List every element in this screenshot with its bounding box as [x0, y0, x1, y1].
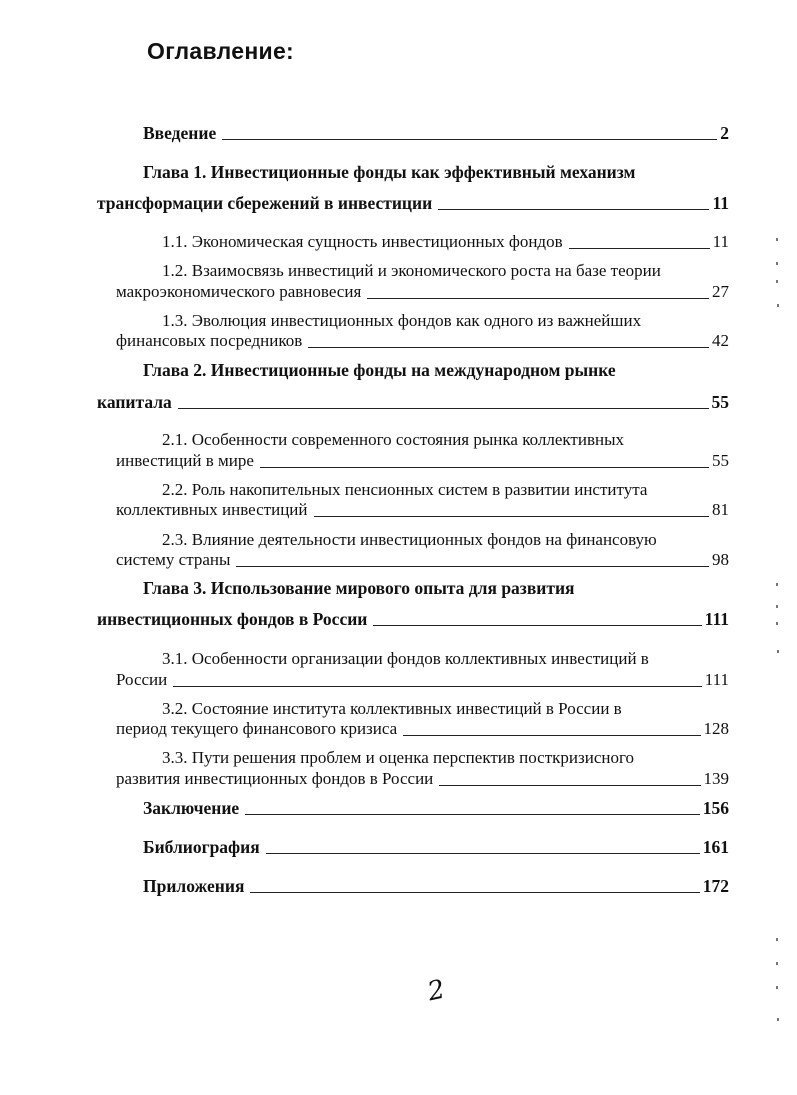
toc-entry-appendix[interactable] [143, 876, 729, 896]
toc-page-number: 2 [720, 123, 729, 143]
scan-speck [776, 583, 778, 586]
toc-section-3-3-line1[interactable]: 3.3. Пути решения проблем и оценка перспектив посткризисного [162, 748, 635, 767]
dot-leader [403, 735, 700, 736]
dot-leader [569, 248, 710, 249]
toc-page-number: 111 [704, 670, 729, 689]
scan-speck [776, 605, 778, 608]
dot-leader [314, 516, 710, 517]
dot-leader [236, 566, 709, 567]
toc-page-number: 11 [712, 193, 729, 213]
toc-entry-label: России [116, 670, 168, 689]
dot-leader [260, 467, 709, 468]
handwritten-page-mark: 2 [425, 974, 448, 1008]
scan-speck [776, 238, 778, 241]
dot-leader [173, 686, 702, 687]
dot-leader [245, 814, 700, 815]
toc-page-number: 172 [702, 876, 729, 896]
toc-section-3-1-line1[interactable]: 3.1. Особенности организации фондов коллективных инвестиций в [162, 649, 649, 668]
toc-entry-label: коллективных инвестиций [116, 500, 308, 519]
toc-entry-label: Приложения [143, 876, 245, 896]
toc-entry-section-1-3[interactable] [116, 331, 729, 351]
dot-leader [222, 139, 717, 140]
toc-entry-section-1-1[interactable] [162, 232, 729, 252]
scan-speck [776, 280, 778, 283]
toc-entry-label: трансформации сбережений в инвестиции [97, 193, 433, 213]
toc-entry-label: Заключение [143, 798, 240, 818]
toc-section-2-3-line1[interactable]: 2.3. Влияние деятельности инвестиционных фондов на финансовую [162, 530, 657, 549]
toc-page-number: 128 [703, 719, 729, 738]
toc-entry-label: Библиография [143, 837, 260, 857]
toc-entry-label: 1.1. Экономическая сущность инвестиционных фондов [162, 232, 563, 251]
toc-page-number: 55 [712, 451, 729, 470]
toc-page-number: 55 [711, 392, 729, 412]
toc-entry-label: систему страны [116, 550, 231, 569]
toc-chapter-2-title-line1[interactable]: Глава 2. Инвестиционные фонды на международном рынке [143, 360, 616, 380]
toc-entry-label: период текущего финансового кризиса [116, 719, 398, 738]
toc-entry-bibliography[interactable] [143, 837, 729, 857]
toc-page-number: 111 [704, 609, 729, 629]
dot-leader [308, 347, 709, 348]
toc-entry-section-3-3[interactable] [116, 769, 729, 789]
toc-entry-conclusion[interactable] [143, 798, 729, 818]
toc-entry-section-1-2[interactable] [116, 282, 729, 302]
toc-entry-introduction[interactable] [143, 123, 729, 143]
toc-page-number: 11 [712, 232, 729, 251]
dot-leader [178, 408, 709, 409]
toc-section-1-3-line1[interactable]: 1.3. Эволюция инвестиционных фондов как одного из важнейших [162, 311, 642, 330]
toc-page-number: 98 [712, 550, 729, 569]
dot-leader [266, 853, 700, 854]
dot-leader [438, 209, 709, 210]
scan-speck [777, 650, 779, 653]
scan-speck [777, 304, 779, 307]
dot-leader [250, 892, 699, 893]
toc-entry-section-2-1[interactable] [116, 451, 729, 471]
toc-chapter-1-title-line1[interactable]: Глава 1. Инвестиционные фонды как эффективный механизм [143, 162, 636, 182]
toc-entry-label: макроэкономического равновесия [116, 282, 362, 301]
dot-leader [373, 625, 701, 626]
scan-speck [776, 262, 778, 265]
dot-leader [367, 298, 709, 299]
toc-page-number: 42 [712, 331, 729, 350]
scan-speck [776, 962, 778, 965]
scan-speck [776, 622, 778, 625]
scan-speck [776, 986, 778, 989]
page-title: Оглавление: [147, 38, 295, 64]
toc-section-2-2-line1[interactable]: 2.2. Роль накопительных пенсионных систем в развитии института [162, 480, 648, 499]
toc-entry-chapter-3[interactable] [97, 609, 729, 629]
toc-entry-chapter-2[interactable] [97, 392, 729, 412]
toc-entry-label: инвестиций в мире [116, 451, 254, 470]
toc-chapter-3-title-line1[interactable]: Глава 3. Использование мирового опыта для развития [143, 578, 575, 598]
toc-entry-chapter-1[interactable] [97, 193, 729, 213]
toc-page-number: 27 [712, 282, 729, 301]
toc-entry-label: Введение [143, 123, 217, 143]
toc-entry-section-2-2[interactable] [116, 500, 729, 520]
toc-section-1-2-line1[interactable]: 1.2. Взаимосвязь инвестиций и экономического роста на базе теории [162, 261, 661, 280]
toc-entry-label: капитала [97, 392, 172, 412]
scan-speck [776, 938, 778, 941]
toc-page-number: 139 [703, 769, 729, 788]
toc-page-number: 161 [702, 837, 729, 857]
toc-entry-label: финансовых посредников [116, 331, 303, 350]
toc-entry-section-3-1[interactable] [116, 670, 729, 690]
dot-leader [439, 785, 700, 786]
scan-speck [777, 1018, 779, 1021]
toc-entry-label: инвестиционных фондов в России [97, 609, 368, 629]
toc-entry-label: развития инвестиционных фондов в России [116, 769, 434, 788]
toc-section-3-2-line1[interactable]: 3.2. Состояние института коллективных инвестиций в России в [162, 699, 622, 718]
toc-page-number: 156 [702, 798, 729, 818]
toc-entry-section-3-2[interactable] [116, 719, 729, 739]
toc-page-number: 81 [712, 500, 729, 519]
toc-entry-section-2-3[interactable] [116, 550, 729, 570]
toc-section-2-1-line1[interactable]: 2.1. Особенности современного состояния рынка коллективных [162, 430, 624, 449]
